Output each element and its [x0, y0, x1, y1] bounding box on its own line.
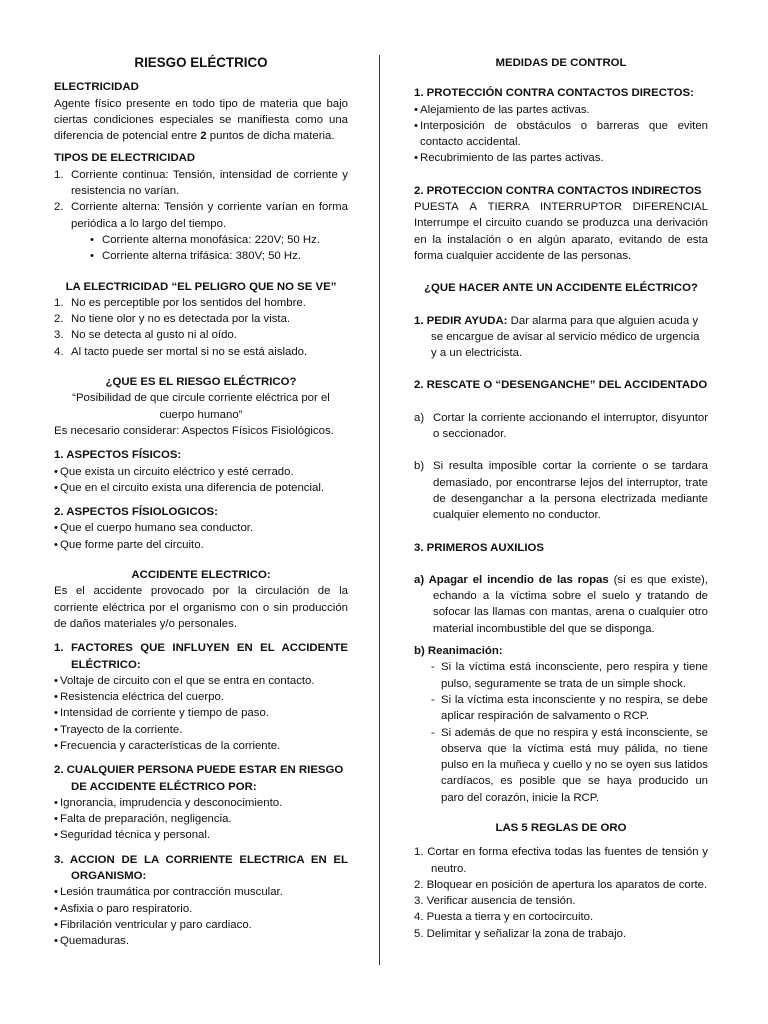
- dash-icon: -: [431, 693, 435, 706]
- bullet-icon: •: [90, 250, 94, 263]
- list-item: [54, 167, 348, 200]
- list-item: [54, 705, 348, 721]
- bullet-icon: •: [414, 119, 418, 132]
- right-column: [414, 50, 708, 942]
- list-text: Si además de que no respira y está inconsciente, se observa que la víctima está muy pálida, no tiene pulso en la muñeca y cuello y no se oyen sus latidos cardíacos, es posible que se haya producido un paro del corazón, inicie la RCP.: [441, 726, 708, 804]
- list-item: 4. Puesta a tierra y en cortocircuito.: [414, 911, 594, 924]
- peligro-heading: LA ELECTRICIDAD “EL PELIGRO QUE NO SE VE”: [65, 280, 337, 293]
- que-hacer-heading: ¿QUE HACER ANTE UN ACCIDENTE ELÉCTRICO?: [424, 282, 698, 295]
- list-item: 5. Delimitar y señalizar la zona de trabajo.: [414, 927, 627, 940]
- bullet-icon: •: [414, 152, 418, 165]
- list-text: Si la víctima esta inconsciente y no respira, se debe aplicar respiración de salvamento o RCP.: [441, 693, 708, 723]
- list-item: 1. Cortar en forma efectiva todas las fuentes de tensión y neutro.: [414, 846, 708, 875]
- list-text: Frecuencia y características de la corriente.: [60, 739, 281, 752]
- list-item: [54, 901, 348, 917]
- list-item: [414, 102, 708, 118]
- reglas-heading: LAS 5 REGLAS DE ORO: [495, 821, 627, 834]
- list-number: 2.: [54, 201, 64, 214]
- electricidad-text-bold: 2: [200, 130, 207, 143]
- list-item: [54, 464, 348, 480]
- bullet-icon: •: [90, 233, 94, 246]
- list-item: [54, 884, 348, 900]
- list-number: 4.: [54, 345, 64, 358]
- column-divider: [379, 55, 380, 965]
- list-text: No tiene olor y no es detectada por la vista.: [71, 313, 291, 326]
- bullet-icon: •: [54, 813, 58, 826]
- list-text: Asfixia o paro respiratorio.: [60, 902, 193, 915]
- indirectos-word: DIFERENCIAL: [632, 201, 708, 214]
- bullet-icon: •: [54, 538, 58, 551]
- bullet-icon: •: [54, 674, 58, 687]
- list-item: [414, 692, 708, 725]
- bullet-icon: •: [54, 522, 58, 535]
- list-item: [54, 520, 348, 536]
- list-text: Interposición de obstáculos o barreras que eviten contacto accidental.: [420, 119, 708, 149]
- list-text: Seguridad técnica y personal.: [60, 829, 211, 842]
- indirectos-word: PUESTA: [414, 201, 459, 214]
- list-item: [54, 311, 348, 327]
- electricidad-text: [54, 96, 348, 145]
- bullet-icon: •: [54, 886, 58, 899]
- reanimacion-label: b) Reanimación:: [414, 645, 503, 658]
- accidente-heading: ACCIDENTE ELECTRICO:: [131, 569, 271, 582]
- sub-text: Corriente alterna trifásica: 380V; 50 Hz.: [102, 250, 302, 263]
- list-text: Que forme parte del circuito.: [60, 538, 204, 551]
- auxilios-item-a: [414, 572, 708, 637]
- list-text: Si la víctima está inconsciente, pero respira y tiene pulso, seguramente se trata de un simple shock.: [441, 661, 708, 690]
- cualquier-heading: 2. CUALQUIER PERSONA PUEDE ESTAR EN RIESGO DE ACCIDENTE ELÉCTRICO POR:: [54, 764, 344, 793]
- list-item: [54, 673, 348, 689]
- auxilios-a-label: a) Apagar el incendio de las ropas: [414, 573, 609, 586]
- rescate-heading: 2. RESCATE O “DESENGANCHE” DEL ACCIDENTADO: [414, 379, 708, 392]
- list-number: 1.: [54, 296, 64, 309]
- bullet-icon: •: [54, 481, 58, 494]
- fisiologicos-heading: 2. ASPECTOS FÍSIOLOGICOS:: [54, 506, 218, 519]
- list-text: Falta de preparación, negligencia.: [60, 813, 232, 826]
- list-item: [54, 722, 348, 738]
- indirectos-word: A: [469, 201, 477, 214]
- list-text: Corriente continua: Tensión, intensidad de corriente y resistencia no varían.: [71, 168, 348, 198]
- accion-heading: 3. ACCION DE LA CORRIENTE ELECTRICA EN EL ORGANISMO:: [54, 853, 348, 883]
- list-text: Voltaje de circuito con el que se entra en contacto.: [60, 674, 315, 687]
- list-item: [414, 659, 708, 692]
- list-item: [54, 327, 348, 343]
- bullet-icon: •: [54, 465, 58, 478]
- bullet-icon: •: [54, 935, 58, 948]
- list-text: Que exista un circuito eléctrico y esté cerrado.: [60, 465, 294, 478]
- list-item: [54, 344, 348, 360]
- list-text: Alejamiento de las partes activas.: [420, 103, 590, 116]
- list-item: [54, 537, 348, 553]
- rescate-item-a: [414, 410, 708, 443]
- pedir-ayuda: [414, 313, 708, 362]
- bullet-icon: •: [54, 829, 58, 842]
- list-item: [54, 689, 348, 705]
- indirectos-line: [414, 199, 708, 215]
- list-text: Recubrimiento de las partes activas.: [420, 152, 604, 165]
- list-item: [414, 118, 708, 151]
- bullet-icon: •: [54, 796, 58, 809]
- list-text: Si resulta imposible cortar la corriente o se tardara demasiado, por encontrarse lejos del interruptor, trate de desenganchar a la persona electrizada mediante cualquier elemento no conductor.: [433, 460, 708, 522]
- list-text: Que el cuerpo humano sea conductor.: [60, 522, 254, 535]
- pedir-ayuda-text: Dar alarma para que alguien acuda y se encargue de avisar al servicio médico de urgencia y a un electricista.: [431, 314, 700, 360]
- list-text: Cortar la corriente accionando el interruptor, disyuntor o seccionador.: [433, 411, 708, 441]
- auxilios-heading: 3. PRIMEROS AUXILIOS: [414, 541, 544, 554]
- list-text: Que en el circuito exista una diferencia de potencial.: [60, 481, 325, 494]
- list-item: 2. Bloquear en posición de apertura los aparatos de corte.: [414, 878, 708, 891]
- list-text: No es perceptible por los sentidos del hombre.: [71, 296, 306, 309]
- list-text: Fibrilación ventricular y paro cardiaco.: [60, 918, 252, 931]
- rescate-item-b: [414, 458, 708, 523]
- directos-heading: 1. PROTECCIÓN CONTRA CONTACTOS DIRECTOS:: [414, 87, 694, 100]
- page-title: RIESGO ELÉCTRICO: [134, 55, 268, 70]
- factores-heading: 1. FACTORES QUE INFLUYEN EN EL ACCIDENTE ELÉCTRICO:: [54, 642, 348, 671]
- riesgo-quote: “Posibilidad de que circule corriente eléctrica por el cuerpo humano”: [72, 392, 330, 421]
- list-text: Intensidad de corriente y tiempo de paso.: [60, 707, 269, 720]
- list-item: [54, 827, 348, 843]
- indirectos-word: TIERRA: [487, 201, 530, 214]
- list-text: Quemaduras.: [60, 935, 130, 948]
- list-item: [54, 199, 348, 232]
- sub-item: [54, 232, 348, 248]
- fisicos-heading: 1. ASPECTOS FÍSICOS:: [54, 449, 182, 462]
- list-text: No se detecta al gusto ni al oído.: [71, 329, 237, 342]
- dash-icon: -: [431, 661, 435, 674]
- list-text: Corriente alterna: Tensión y corriente varían en forma periódica a lo largo del tiempo.: [71, 201, 348, 230]
- list-item: [54, 795, 348, 811]
- electricidad-text-pre: Agente físico presente en todo tipo de materia que bajo ciertas condiciones especiales se manifiesta como una diferencia de potencial entre: [54, 97, 348, 143]
- dash-icon: -: [431, 726, 435, 739]
- list-item: [414, 150, 708, 166]
- list-letter: a): [414, 411, 425, 424]
- sub-item: [54, 248, 348, 264]
- medidas-heading: MEDIDAS DE CONTROL: [495, 57, 627, 69]
- indirectos-heading: 2. PROTECCION CONTRA CONTACTOS INDIRECTOS: [414, 184, 702, 197]
- list-number: 2.: [54, 313, 64, 326]
- bullet-icon: •: [54, 902, 58, 915]
- list-item: [54, 295, 348, 311]
- indirectos-word: INTERRUPTOR: [539, 201, 623, 214]
- bullet-icon: •: [54, 723, 58, 736]
- list-letter: b): [414, 460, 425, 473]
- list-item: [414, 725, 708, 806]
- list-text: Ignorancia, imprudencia y desconocimiento.: [60, 796, 283, 809]
- list-item: [54, 480, 348, 496]
- bullet-icon: •: [54, 691, 58, 704]
- bullet-icon: •: [54, 739, 58, 752]
- accidente-text: Es el accidente provocado por la circulación de la corriente eléctrica por el organismo con o sin producción de daños materiales y/o personales.: [54, 585, 348, 630]
- bullet-icon: •: [54, 707, 58, 720]
- list-item: [54, 933, 348, 949]
- list-text: Al tacto puede ser mortal si no se está aislado.: [71, 345, 308, 358]
- list-text: Lesión traumática por contracción muscular.: [60, 886, 283, 899]
- pedir-ayuda-label: 1. PEDIR AYUDA:: [414, 314, 508, 327]
- list-item: 3. Verificar ausencia de tensión.: [414, 895, 576, 908]
- tipos-heading: TIPOS DE ELECTRICIDAD: [54, 152, 196, 165]
- list-text: Resistencia eléctrica del cuerpo.: [60, 691, 224, 704]
- riesgo-heading: ¿QUE ES EL RIESGO ELÉCTRICO?: [105, 376, 297, 389]
- list-item: [54, 917, 348, 933]
- auxilios-a-text: (si es que existe), echando a la víctima sobre el suelo y tratando de sofocar las llamas con mantas, arena o cualquier otro material incombustible del que se disponga.: [433, 573, 708, 635]
- riesgo-note: Es necesario considerar: Aspectos Físicos Fisiológicos.: [54, 424, 334, 437]
- list-item: [54, 738, 348, 754]
- bullet-icon: •: [54, 918, 58, 931]
- list-number: 1.: [54, 168, 64, 181]
- indirectos-text: Interrumpe el circuito cuando se produzca una derivación en la instalación o en algún aparato, evitando de esta forma cualquier accidente de las personas.: [414, 217, 708, 262]
- list-text: Trayecto de la corriente.: [60, 723, 183, 736]
- left-column: [54, 50, 348, 950]
- electricidad-heading: ELECTRICIDAD: [54, 81, 139, 94]
- sub-text: Corriente alterna monofásica: 220V; 50 Hz.: [102, 233, 321, 246]
- list-number: 3.: [54, 329, 64, 342]
- electricidad-text-post: puntos de dicha materia.: [206, 130, 335, 143]
- bullet-icon: •: [414, 103, 418, 116]
- list-item: [54, 811, 348, 827]
